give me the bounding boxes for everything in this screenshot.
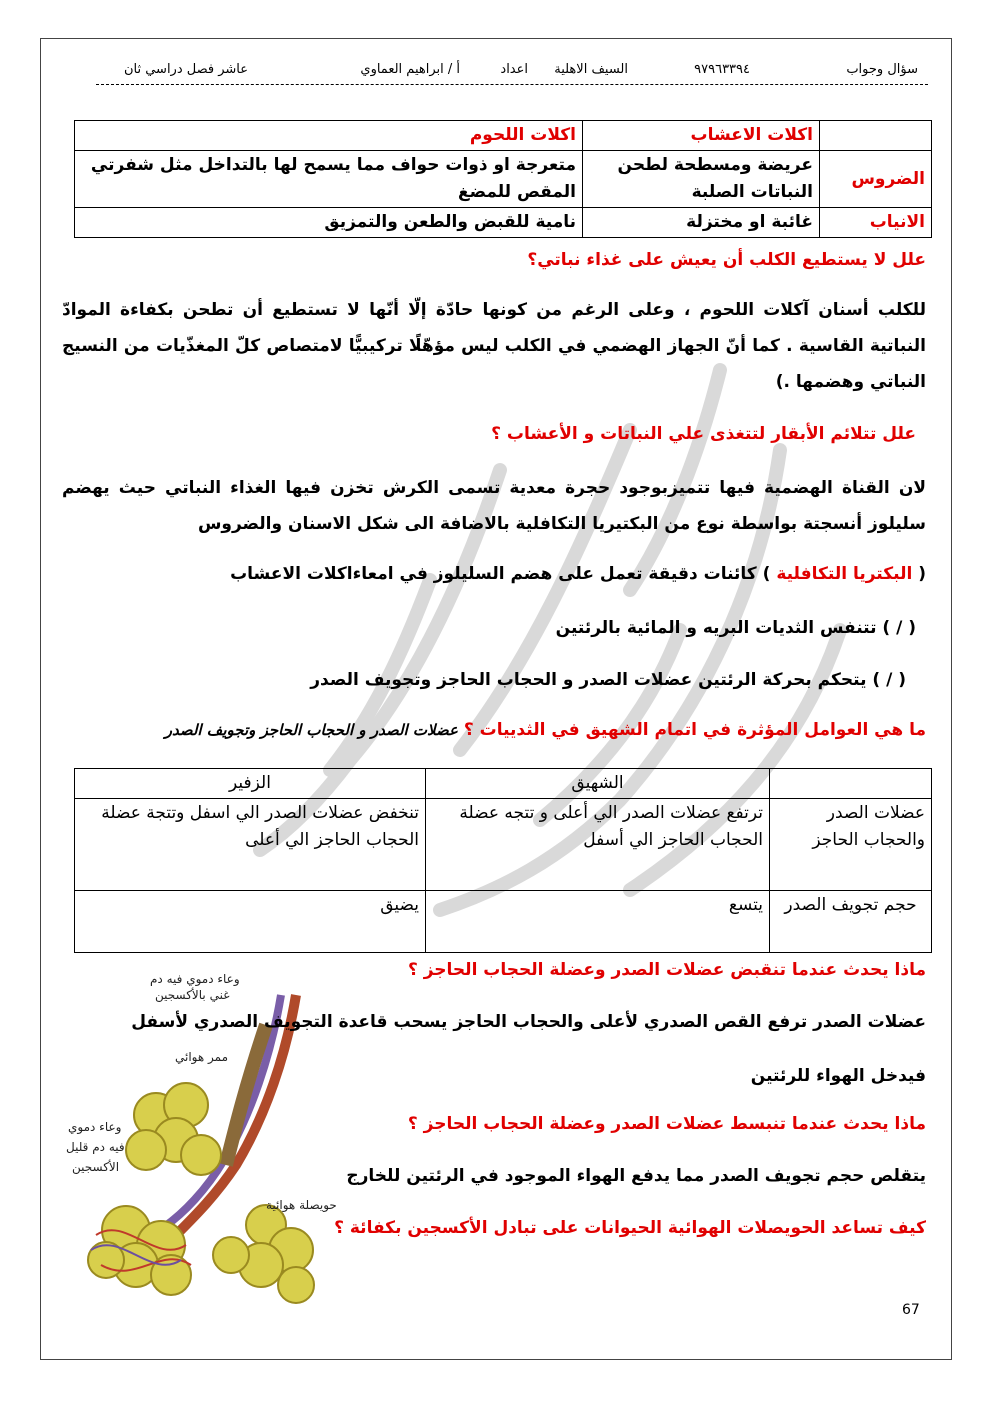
table-row [75, 208, 932, 238]
header-subject: سؤال وجواب [846, 62, 918, 77]
definition-term: البكتريا التكافلية [776, 564, 913, 584]
table-cell [770, 769, 932, 799]
statement-2 [60, 670, 906, 690]
page-number: 67 [902, 1302, 920, 1318]
table-cell: تنخفض عضلات الصدر الي اسفل وتتجة عضلة الحجاب الحاجز الي أعلى [75, 799, 426, 891]
statement-2-text: يتحكم بحركة الرئتين عضلات الصدر و الحجاب الحاجز وتجويف الصدر [310, 670, 867, 690]
table-cell: يتسع [426, 891, 770, 953]
label-oxygenated-vessel: وعاء دموي فيه دم [150, 972, 240, 986]
table-cell: متعرجة او ذوات حواف مما يسمح لها بالتداخل مثل شفرتي المقص للمضغ [75, 151, 583, 208]
table-row [75, 151, 932, 208]
answer-contract-1: عضلات الصدر ترفع القص الصدري لأعلى والحجاب الحاجز يسحب قاعدة التجويف الصدري لأسفل [131, 1012, 926, 1032]
label-airway: ممر هوائي [175, 1050, 229, 1064]
label-deoxygenated-vessel-2: فيه دم قليل [66, 1140, 125, 1154]
header-school: السيف الاهلية [554, 62, 628, 77]
question-cows: علل تتلائم الأبقار لتتغذى علي النباتات و الأعشاب ؟ [491, 424, 916, 444]
row-label-muscles: عضلات الصدر والحجاب الحاجز [770, 799, 932, 891]
label-deoxygenated-vessel-1: وعاء دموي [68, 1120, 122, 1134]
header-teacher: أ / ابراهيم العماوي [360, 62, 460, 77]
page-header [80, 62, 928, 84]
teeth-comparison-table [74, 120, 932, 238]
statement-2-mark: ( / ) [872, 670, 906, 690]
row-label-molars: الضروس [820, 151, 932, 208]
statement-1 [60, 618, 916, 638]
answer-contract-2: فيدخل الهواء للرئتين [750, 1066, 926, 1086]
header-prepared: اعداد [500, 62, 528, 77]
row-label-chest-volume: حجم تجويف الصدر [770, 891, 932, 953]
row-label-canines: الانياب [820, 208, 932, 238]
table-row [75, 799, 932, 891]
answer-dog: للكلب أسنان آكلات اللحوم ، وعلى الرغم من كونها حادّة إلّا أنّها لا تستطيع أن تطحن بكفاءة الموادّ النباتية القاسية . كما أنّ الجهاز الهضمي في الكلب ليس مؤهّلًا تركيبيًّا لامتصاص كلّ المغذّيات من النسيج النباتي وهضمها .) [62, 300, 926, 392]
label-oxygenated-vessel-2: غني بالأكسجين [155, 988, 230, 1002]
table-cell: يضيق [75, 891, 426, 953]
question-alveoli: كيف تساعد الحويصلات الهوائية الحيوانات على تبادل الأكسجين بكفائة ؟ [334, 1218, 926, 1238]
table-header-carnivores: اكلات اللحوم [75, 121, 583, 151]
question-dog: علل لا يستطيع الكلب أن يعيش على غذاء نباتي؟ [527, 250, 926, 270]
table-row [75, 891, 932, 953]
table-cell: نامية للقبض والطعن والتمزيق [75, 208, 583, 238]
table-header-exhale: الزفير [75, 769, 426, 799]
table-row [75, 769, 932, 799]
definition-symbiotic-bacteria: ( البكتريا التكافلية ) كائنات دقيقة تعمل على هضم السليلوز في امعاءاكلات الاعشاب [230, 564, 926, 584]
label-deoxygenated-vessel-3: الأكسجين [72, 1160, 120, 1174]
header-grade: عاشر فصل دراسي ثان [123, 62, 248, 77]
question-inhale-factors [60, 720, 926, 740]
answer-text: عضلات الصدر و الحجاب الحاجز وتجويف الصدر [164, 721, 458, 739]
table-cell [820, 121, 932, 151]
answer-cows: لان القناة الهضمية فيها تتميزبوجود حجرة معدية تسمى الكرش تخزن فيها الغذاء النباتي حيث يهضم سليلوز أنسجتة بواسطة نوع من البكتيريا التكافلية بالاضافة الى شكل الاسنان والضروس [62, 478, 926, 534]
definition-text: كائنات دقيقة تعمل على هضم السليلوز في امعاءاكلات الاعشاب [230, 564, 757, 584]
table-cell: غائبة او مختزلة [583, 208, 820, 238]
answer-relax: يتقلص حجم تجويف الصدر مما يدفع الهواء الموجود في الرئتين للخارج [346, 1166, 926, 1186]
statement-1-mark: ( / ) [882, 618, 916, 638]
table-cell: ترتفع عضلات الصدر الي أعلى و تتجه عضلة الحجاب الحاجز الي أسفل [426, 799, 770, 891]
question-text: ما هي العوامل المؤثرة في اتمام الشهيق في الثدييات ؟ [463, 720, 926, 740]
breathing-comparison-table [74, 768, 932, 953]
table-row [75, 121, 932, 151]
header-phone: ٩٧٩٦٣٣٩٤ [694, 62, 750, 77]
table-cell: عريضة ومسطحة لطحن النباتات الصلبة [583, 151, 820, 208]
table-header-inhale: الشهيق [426, 769, 770, 799]
label-alveolus: حويصلة هوائية [266, 1198, 337, 1212]
statement-1-text: تتنفس الثديات البريه و المائية بالرئتين [555, 618, 877, 638]
question-contract: ماذا يحدث عندما تنقبض عضلات الصدر وعضلة الحجاب الحاجز ؟ [407, 960, 926, 980]
table-header-herbivores: اكلات الاعشاب [583, 121, 820, 151]
header-divider [96, 84, 928, 85]
question-relax: ماذا يحدث عندما تنبسط عضلات الصدر وعضلة الحجاب الحاجز ؟ [407, 1114, 926, 1134]
